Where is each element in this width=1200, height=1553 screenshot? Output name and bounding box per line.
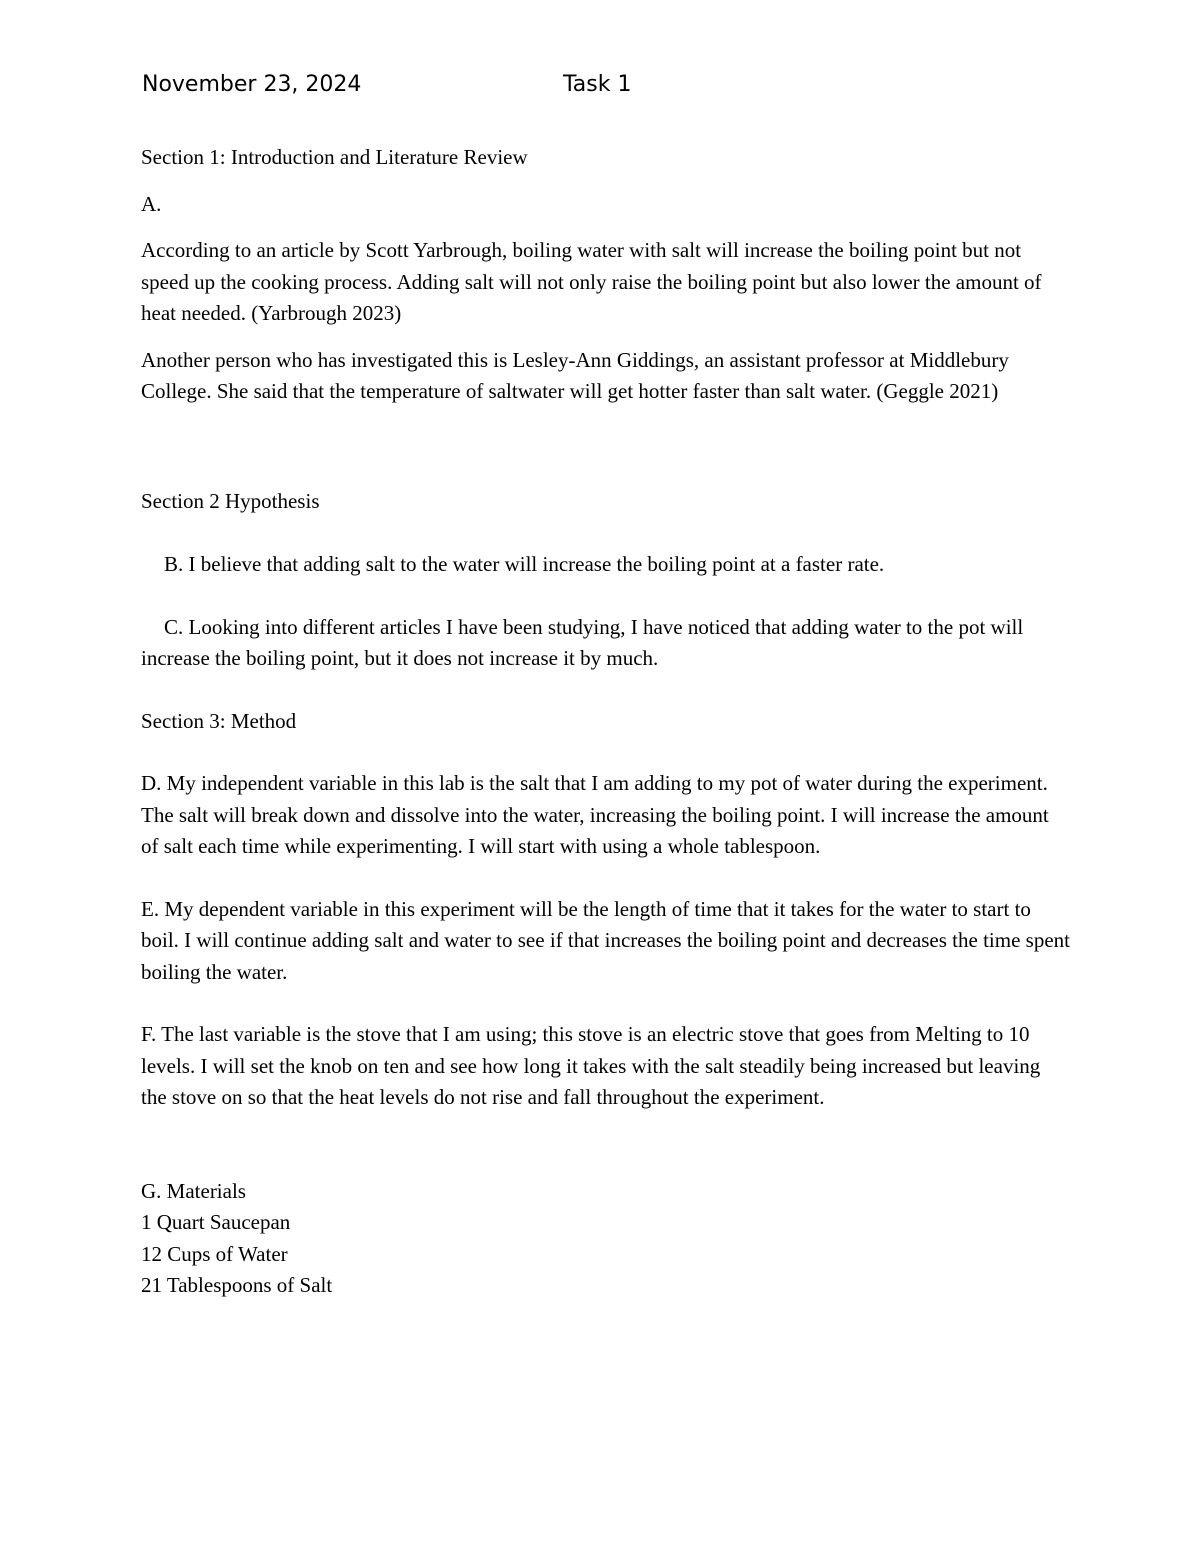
section1-paragraph-2: Another person who has investigated this is Lesley-Ann Giddings, an assistant professor at Middlebury College. She said that the temperature of saltwater will get hotter faster than salt water. (Geggle 2021): [141, 347, 1009, 403]
page-header: [142, 71, 632, 99]
section2-title: Section 2 Hypothesis: [141, 488, 320, 513]
hypothesis-b: B. I believe that adding salt to the water will increase the boiling point at a faster rate.: [164, 552, 885, 576]
header-date: November 23, 2024: [142, 72, 362, 97]
list-item: 12 Cups of Water: [141, 1241, 288, 1266]
list-item: 21 Tablespoons of Salt: [141, 1273, 333, 1297]
method-f: F. The last variable is the stove that I am using; this stove is an electric stove that goes from Melting to 10 levels. I will set the knob on ten and see how long it takes with the salt steadily being increased but leaving the stove on so that the heat levels do not rise and fall throughout the experiment.: [141, 1022, 1041, 1109]
header-task: Task 1: [563, 72, 632, 97]
section3-title: Section 3: Method: [141, 708, 297, 733]
materials-list: [141, 1176, 1071, 1302]
hypothesis-c: C. Looking into different articles I have been studying, I have noticed that adding water to the pot will increase the boiling point, but it does not increase it by much.: [141, 614, 1024, 670]
method-d: D. My independent variable in this lab is the salt that I am adding to my pot of water during the experiment. The salt will break down and dissolve into the water, increasing the boiling point. I will increase the amount of salt each time while experimenting. I will start with using a whole tablespoon.: [141, 771, 1049, 858]
materials-title: G. Materials: [141, 1178, 246, 1203]
section1-paragraph-1: According to an article by Scott Yarbrough, boiling water with salt will increase the boiling point but not speed up the cooking process. Adding salt will not only raise the boiling point but also lower the amount of heat needed. (Yarbrough 2023): [141, 238, 1042, 325]
section1-label: A.: [141, 191, 162, 216]
document-body: [141, 142, 1071, 1302]
list-item: 1 Quart Saucepan: [141, 1210, 291, 1234]
method-e: E. My dependent variable in this experiment will be the length of time that it takes for the water to start to boil. I will continue adding salt and water to see if that increases the boiling point and decreases the time spent boiling the water.: [141, 896, 1070, 984]
section1-title: Section 1: Introduction and Literature Review: [141, 145, 528, 169]
